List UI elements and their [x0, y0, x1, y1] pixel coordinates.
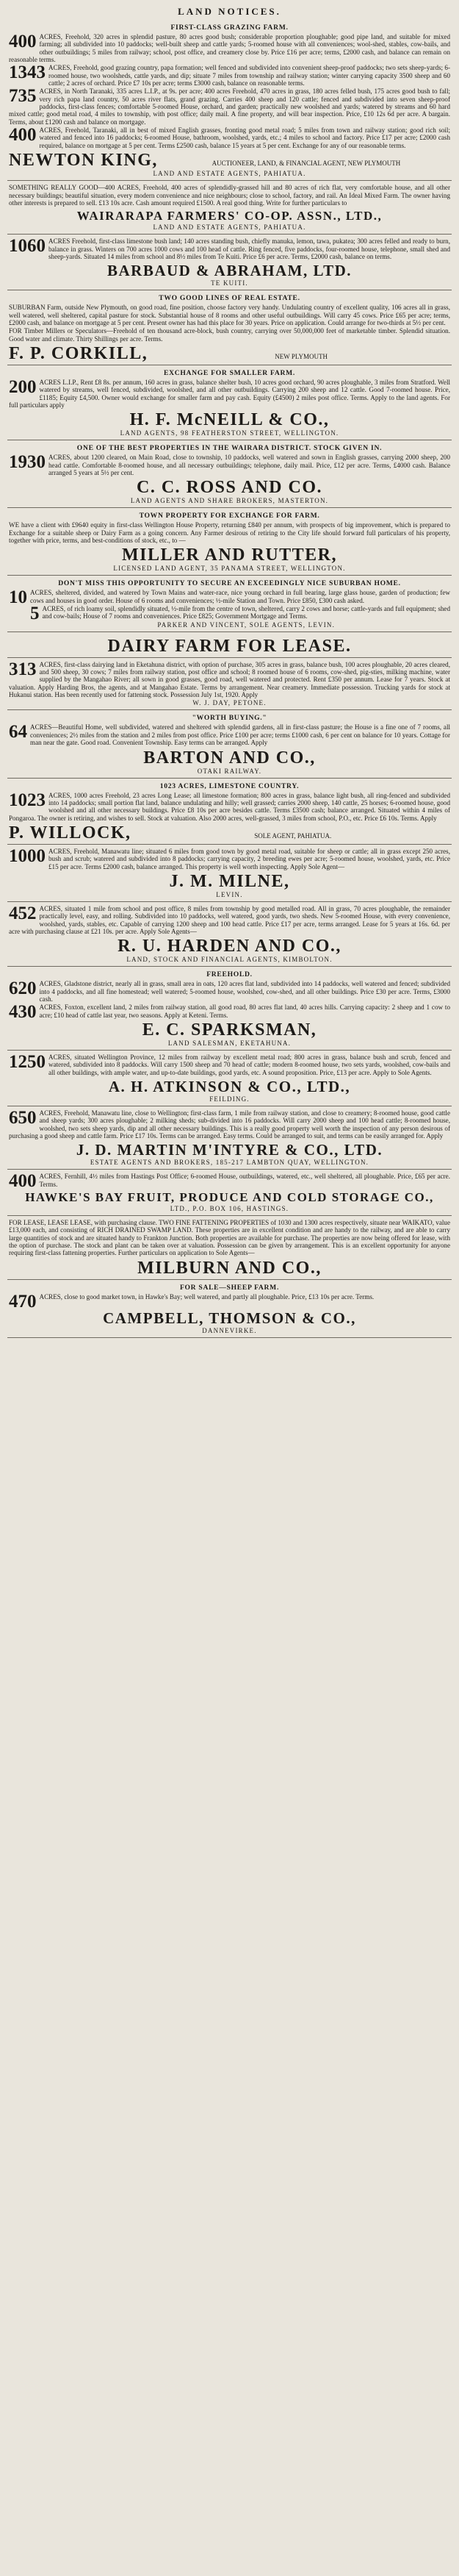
agent-address: LICENSED LAND AGENT, 35 PANAMA STREET, WELLINGTON. [113, 565, 346, 573]
ad-subtitle: 1023 ACRES, LIMESTONE COUNTRY. [159, 781, 300, 790]
agent-address: TE KUITI. [211, 279, 248, 287]
agent-firm-name: CAMPBELL, THOMSON & CO., [103, 1309, 356, 1327]
listing-text: FOR LEASE, LEASE LEASE, with purchasing clause. TWO FINE FATTENING PROPERTIES of 1030 and 1300 acres respectively, situate near WAIKATO, value £13,000 each, and consisting of RICH DRAINED SWAMP LAND. These properties are in excellent condition and are handy to the railway, and are able to carry large quantities of stock and are situated handy to Frankton Junction. Both properties are available for purchase. The properties are now being offered for lease, with the option of purchase. The stock and plant can be taken over at valuation. Possession can be given by arrangement. This is an excellent opportunity for anyone requiring first-class fattening properties. Further particulars on application to Sole Agents— [9, 1219, 450, 1257]
property-listing [9, 1002, 450, 1023]
listing-text: ACRES, of rich loamy soil, splendidly situated, ½-mile from the centre of town, sheltered, carry 2 cows and horse; cattle-yards and full equipment; shed and cow-bails; House of 7 rooms and conveniences. Price £825; Government Mortgage and Terms. [42, 605, 450, 620]
land-advertisement [7, 365, 452, 440]
agent-signature-row [9, 151, 450, 169]
agent-firm-name: F. P. CORKILL, [9, 343, 148, 363]
property-listing [9, 980, 450, 1003]
acreage-number: 64 [9, 722, 27, 743]
agent-role: NEW PLYMOUTH [275, 352, 328, 360]
ad-subtitle: FIRST-CLASS GRAZING FARM. [170, 24, 289, 32]
acreage-number: 1060 [9, 236, 46, 257]
property-listing [9, 1053, 450, 1076]
property-listing [9, 327, 450, 343]
agent-address: ESTATE AGENTS AND BROKERS, 185-217 LAMBTON QUAY, WELLINGTON. [90, 1159, 369, 1167]
property-listing [9, 376, 450, 409]
acreage-number: 735 [9, 86, 37, 107]
acreage-number: 430 [9, 1002, 37, 1023]
acreage-number: 1343 [9, 62, 46, 83]
agent-address: LTD., P.O. BOX 106, HASTINGS. [170, 1205, 289, 1213]
listing-text: ACRES, in North Taranaki, 335 acres L.I.P., at 9s. per acre; 400 acres Freehold, 470 acres in grass, 180 acres felled bush, 175 acres good bush to fall; very rich papa land country, 50 acres river flats, grand grazing. Carries 400 sheep and 120 cattle; fenced and subdivided into seven sheep-proof paddocks, first-class fences; comfortable 5-roomed House, orchard, and garden; practically new woolshed and yards; watered by streams and 60 hard mixed cattle; good metal road, 4 miles to township, with post office; daily mail. A fine property, and will bear inspection. Price, £10 12s 6d per acre. A bargain. Terms, about £1200 cash and balance on mortgage. [9, 87, 450, 126]
property-listing [9, 64, 450, 87]
property-listing [9, 33, 450, 63]
listing-text: ACRES, Freehold, good grazing country, papa formation; well fenced and subdivided into convenient sheep-proof paddocks; two sets sheep-yards; 6-roomed house, two woolsheds, cattle yards, and dip; situate 7 miles from township and railway station; winter carrying capacity 3500 sheep and 60 cattle; 2 acres of orchard. Price £7 10s per acre; terms £3000 cash, balance on reasonable terms. [48, 64, 450, 87]
acreage-number: 400 [9, 125, 37, 146]
listing-text: ACRES, Fernhill, 4½ miles from Hastings Post Office; 6-roomed House, outbuildings, watered, etc., well sheltered, all ploughable. Price, £65 per acre. Terms. [39, 1173, 450, 1188]
agent-address: LAND AND ESTATE AGENTS, PAHIATUA. [153, 223, 306, 232]
agent-address: LEVIN. [216, 890, 243, 898]
listing-text: ACRES—Beautiful Home, well subdivided, watered and sheltered with splendid gardens, all in first-class pasture; the House is a fine one of 7 rooms, all conveniences; 2½ miles from the station and 2 miles from post office. Price £100 per acre; terms £1000 cash, 6 per cent on balance for 10 years. Cottage for man near the gate. Good road. Convenient Township. Easy terms can be arranged. Apply [30, 723, 450, 747]
agent-address: LAND AGENTS, 98 FEATHERSTON STREET, WELLINGTON. [120, 429, 339, 437]
property-listing [9, 126, 450, 149]
land-advertisement [7, 181, 452, 235]
acreage-number: 452 [9, 903, 37, 923]
property-listing [9, 1219, 450, 1257]
listing-text: ACRES, 1000 acres Freehold, 23 acres Long Lease; all limestone formation; 800 acres in grass, balance light bush, all ring-fenced and subdivided into 14 paddocks; small portion flat land, balance undulating and hilly; well grassed; carries 2000 sheep, 140 cattle, 25 horses; 6-roomed house, good woolshed and all other necessary buildings. Price £8 10s per acre besides cattle. Terms £3500 cash; balance arranged. Situated within 4 miles of Pongaroa. The owner is retiring, and wishes to sell. Stock at valuation. Also 2000 acres, well-grassed, 3 miles from school, P.O., etc. Price £6 10s. Terms. Apply [9, 791, 450, 822]
land-advertisement [7, 710, 452, 778]
land-advertisement [7, 576, 452, 632]
agent-role: SOLE AGENT, PAHIATUA. [254, 831, 332, 840]
land-advertisement [7, 1280, 452, 1338]
newspaper-page [7, 0, 452, 1338]
listing-text: ACRES, first-class dairying land in Eketahuna district, with option of purchase, 305 acres in grass, balance bush, 100 acres ploughable, 20 acres cleared, and 500 sheep, 30 cows; 7 miles from railway station, post office and school; 8 roomed house of 6 rooms, cow-shed, pig-sties, milking machine, water supplied by the Mangahao River; all sown in good grasses, good road, well watered and protected. Rent £350 per annum. Lease for 7 years. Stock at valuation. Apply Harding Bros, the agents, and at Mangahao Estate. Terms by arrangement. Near creamery. Immediate possession. Trucking yards for stock at Hukanui station. Has been recently used for fattening stock. Possession July 1st, 1920. Apply [9, 660, 450, 699]
agent-firm-name: J. D. MARTIN M'INTYRE & CO., LTD. [76, 1141, 383, 1159]
listing-text: ACRES, Gladstone district, nearly all in grass, small area in oats, 120 acres flat land, subdivided into 14 paddocks, well watered and fenced; subdivided into 4 paddocks, and all fine homestead; well watered; 5-roomed house, woolshed, cow-shed, and all other buildings. Price £30 per acre. Terms, £3000 cash. [39, 980, 450, 1003]
ad-subtitle: ONE OF THE BEST PROPERTIES IN THE WAIRARA DISTRICT. STOCK GIVEN IN. [76, 444, 383, 453]
acreage-number: 650 [9, 1108, 37, 1128]
land-advertisement [7, 658, 452, 711]
property-listing [9, 304, 450, 326]
listing-text: WE have a client with £9640 equity in first-class Wellington House Property, returning £840 per annum, with prospects of big improvement, which is prepared to Exchange for a suitable sheep or Dairy Farm as a going concern. Any Farmer desirous of retiring to the City life should forward full particulars of his property, together with price, terms, and best-conditions of stock, etc., to — [9, 521, 450, 545]
agent-address: DANNEVIRKE. [202, 1326, 257, 1334]
agent-firm-name: E. C. SPARKSMAN, [142, 1020, 317, 1040]
property-listing [9, 1109, 450, 1139]
listing-text: ACRES, situated 1 mile from school and post office, 8 miles from township by good metalled road. All in grass, 70 acres ploughable, the remainder practically level, easy, and rolling. Subdivided into 10 paddocks, well watered, good yards, two sheds. New 5-roomed House, with every convenience, woolshed, yards, stables, etc. Capable of carrying 1200 sheep and 100 head cattle. Price £17 per acre, terms arranged. Lease for 5 years at 16s. 6d. per acre with purchasing clause at £21 10s. per acre. Apply Sole Agents— [9, 904, 450, 935]
agent-signature-row [9, 345, 450, 362]
listing-text: ACRES, Freehold, 320 acres in splendid pasture, 80 acres good bush; considerable proportion ploughable; good pipe land, and suitable for mixed farming; all subdivided into 10 paddocks; well-built sheep and cattle yards; 5-roomed house with all conveniences; wool-shed, stables, cow-bails, and other outbuildings; 5 miles from railway; school, post office, and creamery close by. Price £16 per acre; terms, £2000 cash, and balance can remain on reasonable terms. [9, 33, 450, 64]
agent-firm-name: BARTON AND CO., [143, 748, 316, 768]
property-listing [9, 792, 450, 822]
agent-firm-name: C. C. ROSS AND CO. [136, 478, 323, 498]
property-listing [9, 905, 450, 935]
acreage-number: 200 [9, 376, 37, 397]
listing-text: SUBURBAN Farm, outside New Plymouth, on good road, fine position, choose factory very handy. Undulating country of excellent quality, 106 acres all in grass, well watered, well sheltered, capital pasture for stock. Substantial house of 8 rooms and other useful outbuildings. Will carry 45 cows. Price £65 per acre; terms, £2000 cash, and balance on mortgage at 5 per cent. Present owner has had this place for 30 years. Price on application. Could arrange for two-thirds at 5½ per cent. [9, 304, 450, 326]
property-listing [9, 661, 450, 699]
listing-text: ACRES, about 1200 cleared, on Main Road, close to township, 10 paddocks, well watered and sown in English grasses, carrying 2000 sheep, 200 head cattle. Comfortable 8-roomed house, and all necessary outbuildings; telephone, daily mail. Price, £12 per acre. Terms, £4000 cash. Balance arranged 5 years at 5½ per cent. [48, 454, 450, 476]
agent-firm-name: HAWKE'S BAY FRUIT, PRODUCE AND COLD STORAGE CO., [25, 1190, 434, 1205]
agent-address: LAND SALESMAN, EKETAHUNA. [167, 1040, 292, 1047]
land-advertisement [7, 508, 452, 576]
property-listing [9, 454, 450, 476]
acreage-number: 400 [9, 32, 37, 51]
listing-text: ACRES, Freehold, Taranaki, all in best of mixed English grasses, fronting good metal road; 5 miles from town and railway station; good rich soil; watered and fenced into 16 paddocks; 6-roomed House, bathroom, woolshed, yards, etc.; 4 miles to school and factory. Price £17 per acre; £2000 cash required, balance on mortgage at 5 per cent. Terms £2500 cash, balance 15 years at 5 per cent. Exchange for any of our reasonable terms. [39, 126, 450, 149]
ad-subtitle: DON'T MISS THIS OPPORTUNITY TO SECURE AN EXCEEDINGLY NICE SUBURBAN HOME. [58, 579, 401, 588]
acreage-number: 1250 [9, 1052, 46, 1072]
agent-address: LAND, STOCK AND FINANCIAL AGENTS, KIMBOLTON. [126, 956, 333, 964]
acreage-number: 313 [9, 659, 37, 679]
agent-firm-name: NEWTON KING, [9, 151, 158, 171]
ad-subtitle: FREEHOLD. [206, 970, 253, 979]
property-listing [9, 587, 450, 608]
listing-text: ACRES, Freehold, Manawatu line, close to Wellington; first-class farm, 1 mile from railway station, and close to creamery; 8-roomed house, good cattle and sheep yards; 300 acres ploughable; 2 milking sheds; sub-divided into 16 paddocks. Will carry 2000 sheep and 100 head cattle; 8-roomed house, woolshed, two sets sheep yards, dip and all other necessary buildings. This is a really good property well worth the inspection of any person desirous of purchasing a good sheep and cattle farm. Price £17 10s. Terms can be arranged. Easy terms. Could be arranged to suit, and terms can be easily arranged for. Apply [9, 1109, 450, 1140]
section-title: LAND NOTICES. [178, 6, 281, 17]
acreage-number: 620 [9, 978, 37, 999]
agent-firm-name: DAIRY FARM FOR LEASE. [107, 636, 352, 656]
ad-subtitle: TWO GOOD LINES OF REAL ESTATE. [159, 294, 300, 303]
listing-text: FOR Timber Millers or Speculators—Freehold of ten thousand acre-block, bush country, carrying over 50,000,000 feet of marketable timber. Splendid situation. Good water and climate. Thirty Shillings per acre. Terms. [9, 327, 450, 343]
agent-address: LAND AGENTS AND SHARE BROKERS, MASTERTON. [130, 497, 329, 505]
acreage-number: 5 [30, 604, 40, 624]
agent-firm-name: P. WILLOCK, [9, 823, 131, 842]
ad-subtitle: FOR SALE—SHEEP FARM. [179, 1283, 280, 1292]
land-advertisement [7, 902, 452, 967]
agent-role: AUCTIONEER, LAND, & FINANCIAL AGENT, NEW PLYMOUTH [212, 160, 401, 168]
listing-text: ACRES, close to good market town, in Hawke's Bay; well watered, and partly all ploughable. Price, £13 10s per acre. Terms. [39, 1292, 375, 1300]
land-advertisement [7, 632, 452, 658]
acreage-number: 470 [9, 1291, 37, 1312]
land-advertisement [7, 1106, 452, 1170]
acreage-number: 1930 [9, 452, 46, 473]
advertisement-column [7, 20, 452, 1338]
property-listing [9, 1171, 450, 1192]
agent-firm-name: R. U. HARDEN AND CO., [118, 937, 341, 956]
listing-text: ACRES, sheltered, divided, and watered by Town Mains and water-race, nice young orchard in full bearing, large glass house, garden of production; few cows and houses in good order. House of 6 rooms and conveniences; ½-mile Station and Town. Price £850, £300 cash asked. [30, 589, 450, 604]
agent-address: PARKER AND VINCENT, SOLE AGENTS, LEVIN. [157, 620, 336, 629]
land-advertisement [7, 20, 452, 181]
property-listing [9, 521, 450, 544]
acreage-number: 1023 [9, 790, 46, 810]
agent-firm-name: BARBAUD & ABRAHAM, LTD. [106, 262, 352, 280]
acreage-number: 10 [9, 587, 27, 608]
property-listing [9, 604, 450, 624]
land-advertisement [7, 967, 452, 1051]
agent-signature-row [9, 824, 450, 842]
agent-firm-name: J. M. MILNE, [169, 871, 290, 891]
land-advertisement [7, 779, 452, 845]
acreage-number: 400 [9, 1171, 37, 1192]
land-advertisement [7, 845, 452, 902]
land-advertisement [7, 290, 452, 365]
agent-firm-name: MILLER AND RUTTER, [121, 545, 338, 565]
agent-address: LAND AND ESTATE AGENTS, PAHIATUA. [153, 170, 306, 178]
listing-text: ACRES, Foxton, excellent land, 2 miles from railway station, all good road, 80 acres flat land, 40 acres hills. Carrying capacity: 2 sheep and 1 cow to acre; £10 head of cattle last year, two seasons. Apply at Keteni. Terms. [39, 1003, 450, 1019]
agent-address: W. J. DAY, PETONE. [192, 699, 267, 707]
property-listing [9, 184, 450, 207]
agent-firm-name: WAIRARAPA FARMERS' CO-OP. ASSN., LTD., [76, 209, 383, 223]
agent-address: OTAKI RAILWAY. [197, 767, 262, 775]
land-advertisement [7, 1216, 452, 1280]
listing-text: ACRES L.I.P., Rent £8 8s. per annum, 160 acres in grass, balance shelter bush, 10 acres good orchard, 90 acres ploughable, 3 miles from Stratford. Well watered by streams, well fenced, subdivided, woolshed, and all other outbuildings. Carrying 200 sheep and 12 cattle. Good 7-roomed house. Price, £1185; Equity £4,500. Owner would exchange for smaller farm and pay cash. Equity (£4500) 2 miles post office. Terms. Apply to the land agents. For full particulars apply [9, 378, 450, 409]
land-advertisement [7, 440, 452, 508]
property-listing [9, 845, 450, 870]
land-advertisement [7, 1051, 452, 1106]
ad-subtitle: "WORTH BUYING." [192, 714, 267, 723]
ad-subtitle: EXCHANGE FOR SMALLER FARM. [164, 368, 295, 377]
agent-firm-name: MILBURN AND CO., [137, 1258, 322, 1278]
property-listing [9, 237, 450, 260]
listing-text: SOMETHING REALLY GOOD—400 ACRES, Freehold, 400 acres of splendidly-grassed hill and 80 acres of rich flat, very comfortable house, and all other necessary buildings; beautiful situation, every modern convenience and nice neighbours; close to school, factory, and rail. An Ideal Mixed Farm. The owner having other interests is prepared to sell. £13 10s acre. Cash amount required £1500. A real good thing. Write for further particulars to [9, 184, 450, 207]
acreage-number: 1000 [9, 845, 46, 866]
agent-firm-name: A. H. ATKINSON & CO., LTD., [108, 1078, 351, 1096]
ad-subtitle: TOWN PROPERTY FOR EXCHANGE FOR FARM. [139, 512, 320, 520]
property-listing [9, 1291, 450, 1312]
property-listing [9, 723, 450, 746]
land-advertisement [7, 235, 452, 290]
agent-firm-name: H. F. McNEILL & CO., [129, 410, 330, 430]
listing-text: ACRES, situated Wellington Province, 12 miles from railway by excellent metal road; 800 acres in grass, balance bush and scrub, fenced and watered, subdivided into 8 paddocks. Will carry 1500 sheep and 70 head of cattle; modern 8-roomed house, two sets yards, woolshed, cow-bails and all other buildings, with ample water, and up-to-date buildings, good yards, etc. A sound proposition. Price, £13 per acre. Apply to Sole Agents. [48, 1053, 450, 1076]
listing-text: ACRES, Freehold, Manawatu line; situated 6 miles from good town by good metal road, suitable for sheep or cattle; all in grass except 250 acres, bush and scrub; watered and subdivided into 8 paddocks; carrying capacity, 2 breeding ewes per acre; 5-roomed house, woolshed, yards, etc. Price £15 per acre. Terms £2000 cash, balance arranged. This property is well worth inspecting. Apply Sole Agent— [48, 847, 450, 870]
land-advertisement [7, 1170, 452, 1216]
agent-address: FEILDING. [209, 1095, 250, 1103]
property-listing [9, 87, 450, 126]
listing-text: ACRES Freehold, first-class limestone bush land; 140 acres standing bush, chiefly manuka, lemon, tawa, pukatea; 300 acres felled and ready to burn, balance in grass. Winters on 700 acres 1000 cows and 100 head of cattle. Ring fenced, five paddocks, four-roomed house, telephone, small shed and sheep-yards. Situated 14 miles from school and 8½ miles from Te Kuiti. Price £6 per acre. Terms, £2000 cash, balance on terms. [48, 237, 450, 260]
